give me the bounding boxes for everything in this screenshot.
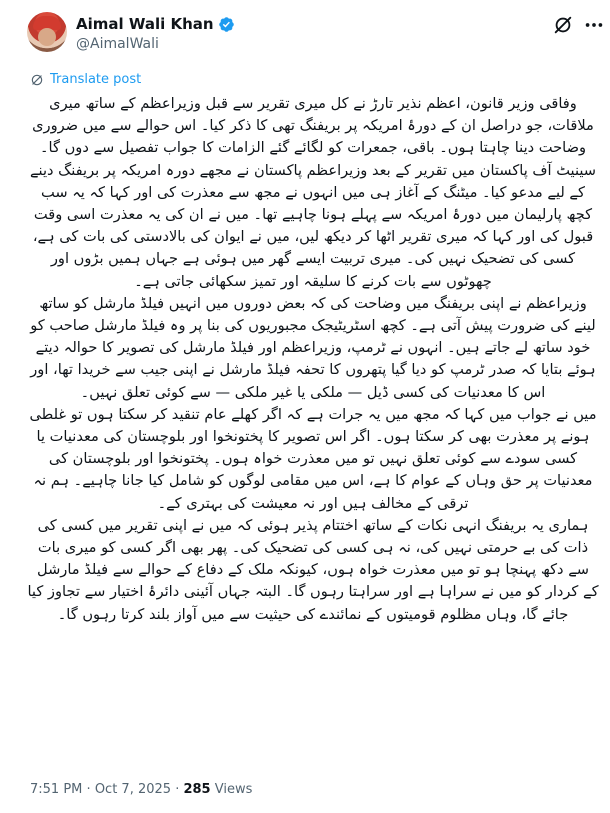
translate-icon bbox=[30, 73, 44, 87]
post-paragraph-3: وزیراعظم نے اپنی بریفنگ میں وضاحت کی کہ بعض دوروں میں انہیں فیلڈ مارشل کو ساتھ لینے کی ضرورت پیش آتی ہے۔ کچھ اسٹریٹیجک مجبوریوں کی بنا پر وہ فیلڈ مارشل صاحب کو خود ساتھ لے جاتے ہیں۔ انہوں نے ٹرمپ، وزیراعظم اور فیلڈ مارشل کی تصویر کا حوالہ دیتے ہوئے بتایا کہ صدر ٹرمپ کو دیا گیا پتھروں کا تحفہ فیلڈ مارشل نے اپنی جیب سے خریدا تھا، اور اس کا معدنیات کی کسی ڈیل — ملکی یا غیر ملکی — سے کوئی تعلق نہیں۔ bbox=[30, 294, 596, 401]
verified-badge-icon bbox=[218, 16, 235, 33]
author-handle[interactable]: @AimalWali bbox=[76, 36, 159, 52]
post-paragraph-2: سینیٹ آف پاکستان میں تقریر کے بعد وزیراعظم پاکستان نے مجھے دورہ امریکہ پر بریفنگ دینے کے لیے مدعو کیا۔ میٹنگ کے آغاز ہی میں انہوں نے مجھ سے معذرت کی اور کہا کہ یہ سب کچھ پارلیمان میں دورۂ امریکہ سے پہلے ہونا چاہیے تھا۔ میں نے ان کی یہ معذرت اسی وقت قبول کی اور کہا کہ میری تقریر اٹھا کر دیکھ لیں، میں نے ایوان کی بالادستی کی بات کی ہے، کسی کی تضحیک نہیں کی۔ میری تربیت ایسے گھر میں ہوئی ہے جہاں ہمیں بڑوں اور چھوٹوں سے بات کرنے کا سلیقہ اور تمیز سکھائی جاتی ہے۔ bbox=[30, 161, 596, 290]
post-time[interactable]: 7:51 PM bbox=[30, 782, 83, 797]
grok-icon[interactable] bbox=[552, 14, 574, 36]
avatar[interactable] bbox=[27, 12, 67, 52]
more-icon[interactable] bbox=[583, 14, 605, 36]
post-body bbox=[27, 93, 599, 626]
author-display-name-row[interactable] bbox=[76, 15, 235, 33]
author-names bbox=[76, 15, 235, 53]
post-meta bbox=[30, 782, 252, 797]
post-paragraph-1: وفاقی وزیر قانون، اعظم نذیر تارڑ نے کل میری تقریر سے قبل وزیراعظم کے ساتھ میری ملاقات، جو دراصل ان کے دورۂ امریکہ پر بریفنگ تھی کا ذکر کیا۔ اس حوالے سے میں ضروری وضاحت دینا چاہتا ہوں۔ باقی، جمعرات کو لگائے گئے الزامات کا جواب تفصیل سے دوں گا۔ bbox=[32, 95, 594, 157]
translate-post-label[interactable]: Translate post bbox=[50, 72, 142, 87]
author-display-name[interactable]: Aimal Wali Khan bbox=[76, 15, 214, 33]
views-count: 285 bbox=[183, 782, 211, 797]
post-paragraph-4: میں نے جواب میں کہا کہ مجھ میں یہ جرات ہے کہ اگر کھلے عام تنقید کر سکتا ہوں تو غلطی ہونے پر معذرت بھی کر سکتا ہوں۔ اگر اس تصویر کا پختونخوا اور بلوچستان کی معدنیات یا کسی سودے سے کوئی تعلق نہیں تو میں معذرت خواہ ہوں۔ پختونخوا اور بلوچستان کی معدنیات پر حق وہاں کے عوام کا ہے، اس میں مقامی لوگوں کو شامل کیا جانا چاہیے۔ ہم نہ ترقی کے مخالف ہیں اور نہ معیشت کی بہتری کے۔ bbox=[29, 405, 597, 512]
avatar-face bbox=[38, 28, 56, 46]
post-paragraph-5: ہماری یہ بریفنگ انہی نکات کے ساتھ اختتام پذیر ہوئی کہ میں نے اپنی تقریر میں کسی کی ذات کی بے حرمتی نہیں کی، نہ ہی کسی کی تضحیک کی۔ پھر بھی اگر کسی کو میری بات سے دکھ پہنچا ہو تو میں معذرت خواہ ہوں، کیونکہ ملک کے دفاع کے حوالے سے فیلڈ مارشل کے کردار کو میں نے سراہا ہے اور سراہتا رہوں گا۔ البتہ جہاں آئینی دائرۂ اختیار سے تجاوز کیا جائے گا، وہاں مظلوم قومیتوں کے نمائندے کی حیثیت سے میں آواز بلند کرتا رہوں گا۔ bbox=[27, 516, 599, 623]
meta-separator: · bbox=[175, 782, 180, 797]
meta-separator: · bbox=[86, 782, 91, 797]
post-date[interactable]: Oct 7, 2025 bbox=[94, 782, 172, 797]
translate-post-link[interactable] bbox=[30, 72, 141, 87]
views-label: Views bbox=[214, 782, 253, 797]
post-header bbox=[27, 10, 597, 60]
